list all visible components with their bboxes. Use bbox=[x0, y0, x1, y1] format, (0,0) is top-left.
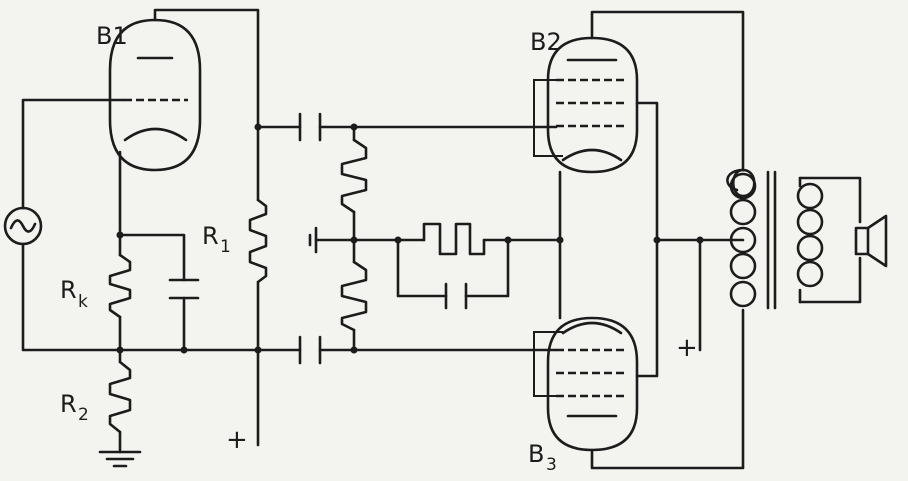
ac-source bbox=[5, 208, 41, 244]
bias-supply-terminal bbox=[310, 228, 316, 252]
label-b3-subscript: 3 bbox=[546, 455, 557, 475]
label-r2-subscript: 2 bbox=[78, 405, 89, 425]
label-b2: B2 bbox=[530, 28, 562, 56]
resistor-rk bbox=[110, 255, 130, 317]
label-r1-subscript: 1 bbox=[220, 237, 231, 257]
label-b1: B1 bbox=[96, 22, 128, 50]
plus-terminal-left: + bbox=[226, 425, 248, 455]
resistor-bias bbox=[424, 224, 484, 254]
label-rk-subscript: k bbox=[78, 292, 88, 312]
resistor-grid-upper bbox=[342, 140, 366, 212]
label-b3: B bbox=[528, 440, 545, 468]
capacitor-upper-coupling bbox=[300, 114, 320, 140]
wires bbox=[23, 10, 860, 468]
label-r1: R bbox=[202, 222, 219, 250]
capacitor-cathode-bypass bbox=[170, 280, 198, 298]
capacitor-bias bbox=[446, 284, 466, 308]
resistor-r1 bbox=[250, 200, 266, 282]
tube-b3 bbox=[534, 318, 637, 450]
capacitor-lower-coupling bbox=[300, 337, 320, 363]
tube-b2 bbox=[534, 38, 637, 172]
resistor-r2 bbox=[110, 362, 130, 432]
label-rk: R bbox=[60, 276, 77, 304]
label-r2: R bbox=[60, 390, 77, 418]
plus-terminal-right: + bbox=[676, 333, 698, 363]
ground-icon bbox=[100, 452, 140, 466]
resistor-grid-lower bbox=[342, 262, 366, 330]
